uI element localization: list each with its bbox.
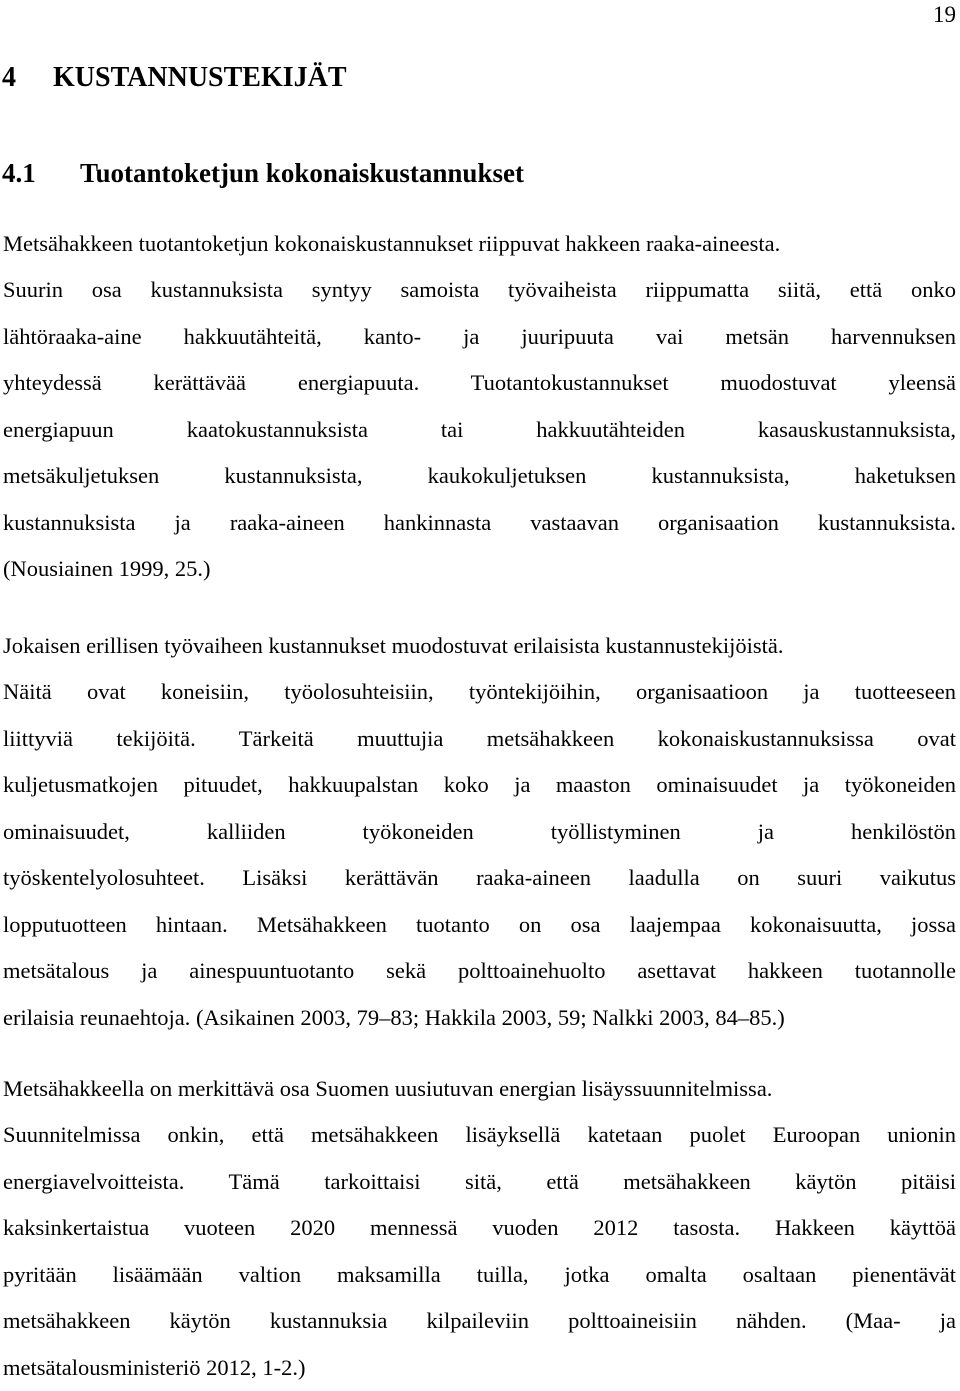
page-number: 19 xyxy=(933,2,956,27)
paragraph-line: ominaisuudet, kalliiden työkoneiden työllistyminen ja henkilöstön xyxy=(3,818,956,844)
chapter-heading xyxy=(2,61,347,95)
paragraph-line: liittyviä tekijöitä. Tärkeitä muuttujia metsähakkeen kokonaiskustannuksissa ovat xyxy=(3,725,956,751)
paragraph-line: työskentelyolosuhteet. Lisäksi kerättävän raaka-aineen laadulla on suuri vaikutus xyxy=(3,865,956,891)
paragraph-line: metsäkuljetuksen kustannuksista, kaukokuljetuksen kustannuksista, haketuksen xyxy=(3,463,956,489)
paragraph-line: lähtöraaka-aine hakkuutähteitä, kanto- ja juuripuuta vai metsän harvennuksen xyxy=(3,323,956,349)
paragraph-line: kustannuksista ja raaka-aineen hankinnasta vastaavan organisaation kustannuksista. xyxy=(3,509,956,535)
paragraph-line: kaksinkertaistua vuoteen 2020 mennessä vuoden 2012 tasosta. Hakkeen käyttöä xyxy=(3,1215,956,1241)
paragraph-line: pyritään lisäämään valtion maksamilla tuilla, jotka omalta osaltaan pienentävät xyxy=(3,1261,956,1287)
paragraph-line: yhteydessä kerättävää energiapuuta. Tuotantokustannukset muodostuvat yleensä xyxy=(3,370,956,396)
paragraph-line: Suurin osa kustannuksista syntyy samoista työvaiheista riippumatta siitä, että onko xyxy=(3,277,956,303)
paragraph-line: lopputuotteen hintaan. Metsähakkeen tuotanto on osa laajempaa kokonaisuutta, jossa xyxy=(3,911,956,937)
chapter-number: 4 xyxy=(2,62,16,93)
paragraph-line: erilaisia reunaehtoja. (Asikainen 2003, 79–83; Hakkila 2003, 59; Nalkki 2003, 84–85.) xyxy=(3,1004,785,1030)
paragraph-line: Metsähakkeen tuotantoketjun kokonaiskustannukset riippuvat hakkeen raaka-aineesta. xyxy=(3,231,781,256)
paragraph-line: Suunnitelmissa onkin, että metsähakkeen lisäyksellä katetaan puolet Euroopan unionin xyxy=(3,1122,956,1148)
paragraph-line: kuljetusmatkojen pituudet, hakkuupalstan koko ja maaston ominaisuudet ja työkoneiden xyxy=(3,772,956,798)
paragraph-production-costs xyxy=(3,221,956,593)
paragraph-line: Näitä ovat koneisiin, työolosuhteisiin, työntekijöihin, organisaatioon ja tuotteeseen xyxy=(3,679,956,705)
paragraph-line: Metsähakkeella on merkittävä osa Suomen uusiutuvan energian lisäyssuunnitelmissa. xyxy=(3,1076,773,1101)
paragraph-line: metsähakkeen käytön kustannuksia kilpaileviin polttoaineisiin nähden. (Maa- ja xyxy=(3,1308,956,1334)
paragraph-renewable-energy xyxy=(3,1066,956,1391)
chapter-title: KUSTANNUSTEKIJÄT xyxy=(53,62,347,93)
section-title: Tuotantoketjun kokonaiskustannukset xyxy=(80,158,524,188)
paragraph-line: (Nousiainen 1999, 25.) xyxy=(3,556,211,582)
section-heading xyxy=(2,156,524,190)
paragraph-line: metsätalous ja ainespuuntuotanto sekä polttoainehuolto asettavat hakkeen tuotannolle xyxy=(3,958,956,984)
paragraph-line: energiapuun kaatokustannuksista tai hakkuutähteiden kasauskustannuksista, xyxy=(3,416,956,442)
section-number: 4.1 xyxy=(2,158,36,188)
paragraph-line: Jokaisen erillisen työvaiheen kustannukset muodostuvat erilaisista kustannustekijöistä. xyxy=(3,633,784,658)
paragraph-cost-factors xyxy=(3,623,956,1041)
paragraph-line: energiavelvoitteista. Tämä tarkoittaisi sitä, että metsähakkeen käytön pitäisi xyxy=(3,1168,956,1194)
paragraph-line: metsätalousministeriö 2012, 1-2.) xyxy=(3,1354,306,1380)
